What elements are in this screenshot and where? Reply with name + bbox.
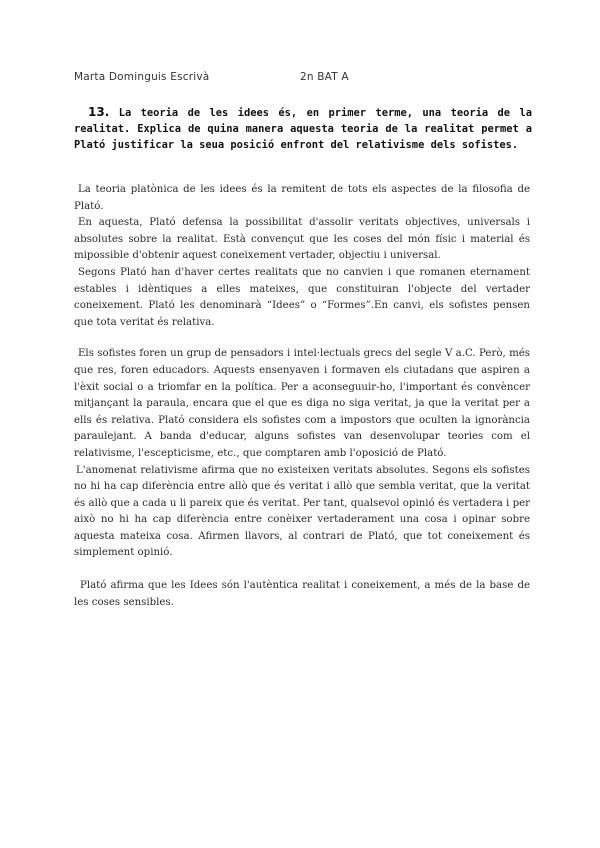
paragraph-spacer	[74, 562, 530, 578]
question-number: 13.	[88, 105, 110, 119]
answer-paragraph: Els sofistes foren un grup de pensadors i intel·lectuals grecs del segle V a.C. Però, més que res, foren educadors. Aquests ensenyaven i formaven els ciutadans que aspiren a l'èxit social o a triomfar en la política. Per a aconseguuir-ho, l'important és convèncer mitjançant la paraula, encara que el que es diga no siga veritat, ja que la veritat per a ells és relativa. Plató considera els sofistes com a impostors que oculten la ignorància paraulejant. A banda d'educar, alguns sofistes van desenvolupar teories com el relativisme, l'escepticisme, etc., que comptaren amb l'oposició de Plató.	[74, 348, 530, 459]
question-text: La teoria de les idees és, en primer terme, una teoria de la realitat. Explica de quina manera aquesta teoria de la realitat permet a Plató justificar la seua posició enfront del relativisme dels sofistes.	[74, 107, 532, 151]
author-name: Marta Dominguis Escrivà	[74, 71, 210, 83]
question-statement	[74, 104, 532, 153]
answer-body	[74, 182, 530, 611]
answer-paragraph: L'anomenat relativisme afirma que no existeixen veritats absolutes. Segons els sofistes no hi ha cap diferència entre allò que és veritat i allò que sembla veritat, que la veritat és allò que a cada u li pareix que és veritat. Per tant, qualsevol opinió és vertadera i per això no hi ha cap diferència entre conèixer vertaderament una cosa i opinar sobre aquesta mateixa cosa. Afirmen llavors, al contrari de Plató, que tot coneixement és simplement opinió.	[74, 464, 530, 559]
paragraph-spacer	[74, 331, 530, 346]
class-label: 2n BAT A	[300, 71, 349, 83]
answer-paragraph: Plató afirma que les Idees són l'autèntica realitat i coneixement, a més de la base de les coses sensibles.	[74, 580, 530, 608]
answer-paragraph: La teoria platònica de les idees és la remitent de tots els aspectes de la filosofia de Plató.	[74, 184, 530, 212]
answer-paragraph: En aquesta, Plató defensa la possibilitat d'assolir veritats objectives, universals i absolutes sobre la realitat. Està convençut que les coses del món físic i material és mipossible d'obtenir aquest coneixement vertader, objectiu i universal.	[74, 217, 530, 262]
answer-paragraph: Segons Plató han d'haver certes realitats que no canvien i que romanen eternament estables i idèntiques a elles mateixes, que constituiran l'objecte del vertader coneixement. Plató les denominarà “Idees” o “Formes”.En canvi, els sofistes pensen que tota veritat és relativa.	[74, 266, 530, 328]
